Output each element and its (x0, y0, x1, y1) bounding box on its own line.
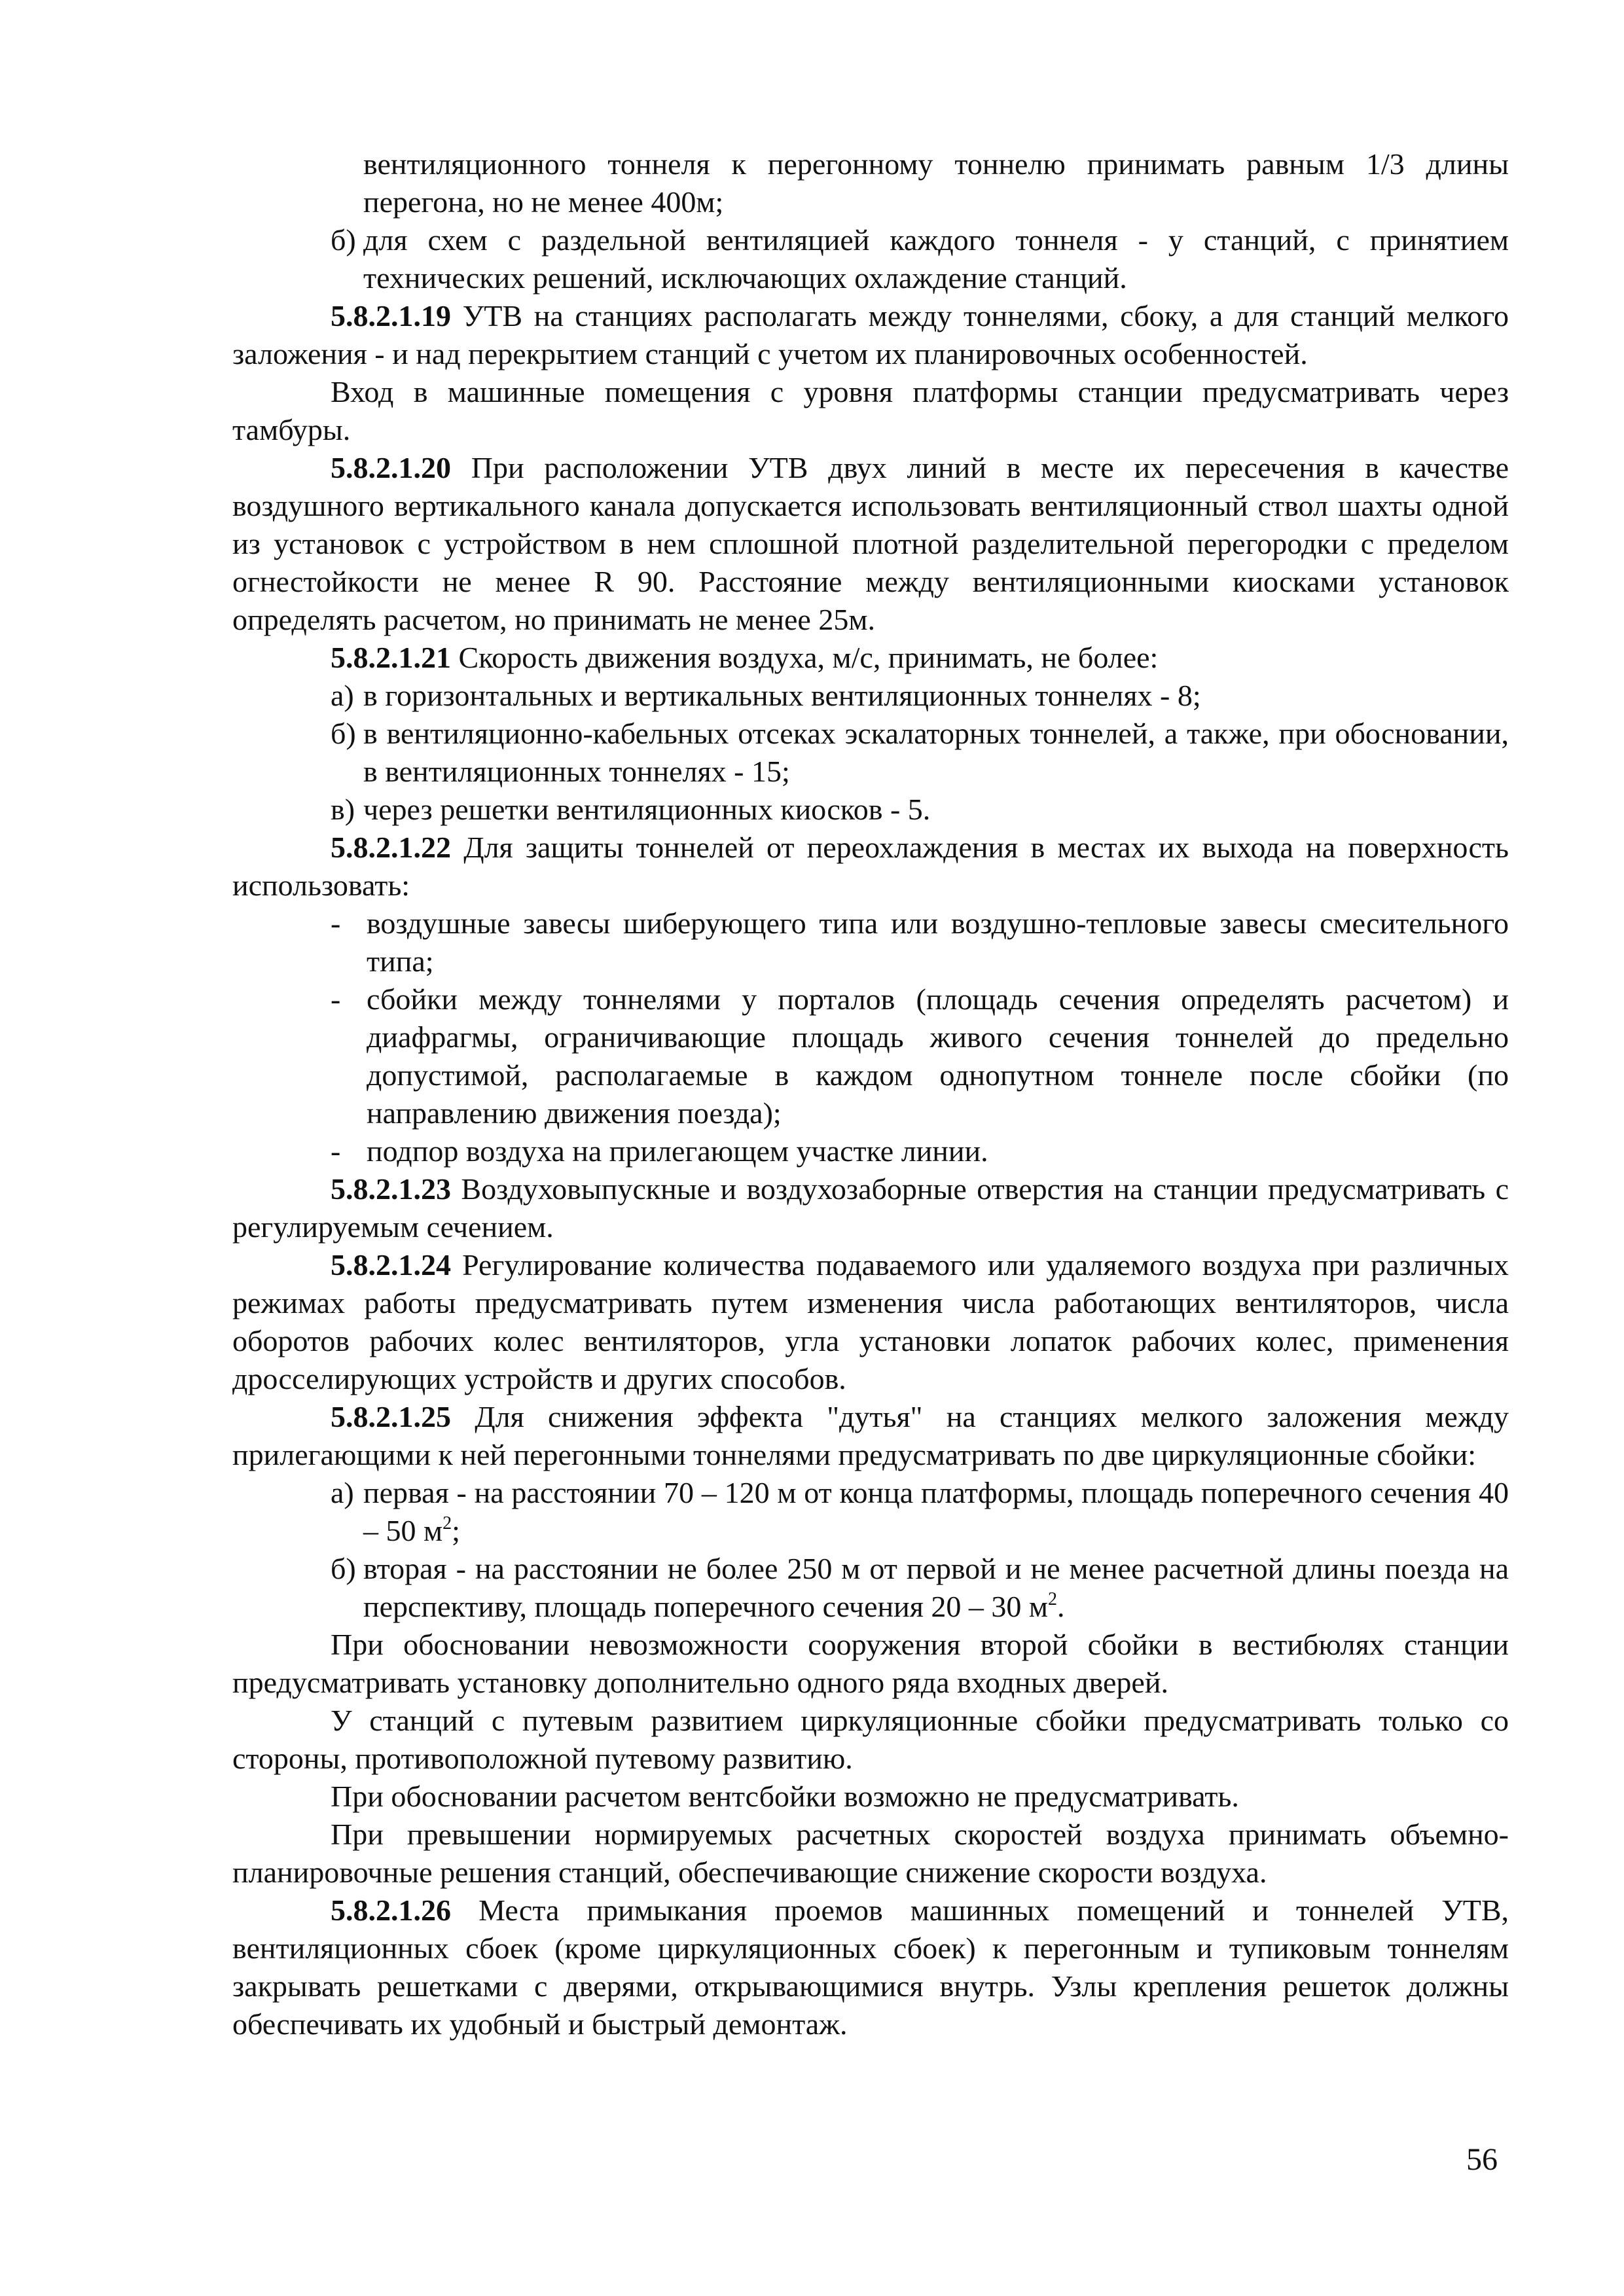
clause-5-8-2-1-21 (232, 639, 1509, 677)
list-item-text: в горизонтальных и вертикальных вентиляционных тоннелях - 8; (363, 679, 1201, 712)
clause-5-8-2-1-24 (232, 1246, 1509, 1398)
paragraph-text: У станций с путевым развитием циркуляционные сбойки предусматривать только со стороны, противоположной путевому развитию. (232, 1704, 1509, 1775)
list-marker: - (331, 982, 341, 1016)
list-marker: б) (331, 223, 356, 257)
clause-text: УТВ на станциях располагать между тоннелями, сбоку, а для станций мелкого заложения - и над перекрытием станций с учетом их планировочных особенностей. (232, 299, 1509, 370)
list-item (232, 1132, 1509, 1170)
clause-number: 5.8.2.1.23 (331, 1172, 451, 1206)
list-item (232, 905, 1509, 980)
paragraph (232, 1626, 1509, 1702)
list-item-end: ; (452, 1514, 460, 1547)
clause-number: 5.8.2.1.21 (331, 641, 451, 674)
clause-number: 5.8.2.1.19 (331, 299, 451, 332)
clause-text: Регулирование количества подаваемого или удаляемого воздуха при различных режимах работы предусматривать путем изменения числа работающих вентиляторов, числа оборотов рабочих колес вентиляторов, угла установки лопаток рабочих колес, применения дросселирующих устройств и других способов. (232, 1248, 1509, 1395)
clause-5-8-2-1-25 (232, 1398, 1509, 1474)
list-item-end: . (1056, 1590, 1065, 1623)
list-item (232, 791, 1509, 829)
clause-number: 5.8.2.1.26 (331, 1893, 451, 1927)
paragraph-text: При обосновании невозможности сооружения второй сбойки в вестибюлях станции предусматривать установку дополнительно одного ряда входных дверей. (232, 1628, 1509, 1699)
list-item-text: сбойки между тоннелями у порталов (площадь сечения определять расчетом) и диафрагмы, ограничивающие площадь живого сечения тоннелей до предельно допустимой, располагаемые в каждом однопутном тоннеле после сбойки (по направлению движения поезда); (367, 982, 1509, 1130)
list-marker: в) (331, 793, 355, 826)
list-marker: б) (331, 1552, 356, 1585)
list-marker: а) (331, 679, 354, 712)
clause-5-8-2-1-20 (232, 449, 1509, 639)
clause-text: Места примыкания проемов машинных помещений и тоннелей УТВ, вентиляционных сбоек (кроме циркуляционных сбоек) к перегонным и тупиковым тоннелям закрывать решетками с дверями, открывающимися внутрь. Узлы крепления решеток должны обеспечивать их удобный и быстрый демонтаж. (232, 1893, 1509, 2041)
paragraph-text: При обосновании расчетом вентсбойки возможно не предусматривать. (331, 1780, 1239, 1813)
clause-number: 5.8.2.1.25 (331, 1400, 451, 1433)
list-item-text: вторая - на расстоянии не более 250 м от первой и не менее расчетной длины поезда на перспективу, площадь поперечного сечения 20 – 30 м (363, 1552, 1509, 1623)
superscript: 2 (1047, 1589, 1057, 1609)
list-item-text: воздушные завесы шиберующего типа или воздушно-тепловые завесы смесительного типа; (367, 906, 1509, 978)
list-item (232, 1474, 1509, 1550)
clause-number: 5.8.2.1.22 (331, 831, 451, 864)
list-marker: а) (331, 1476, 354, 1509)
page-number: 56 (1466, 2142, 1498, 2177)
superscript: 2 (442, 1513, 452, 1534)
clause-5-8-2-1-22 (232, 829, 1509, 905)
clause-text: Для защиты тоннелей от переохлаждения в местах их выхода на поверхность использовать: (232, 831, 1509, 902)
clause-5-8-2-1-26 (232, 1892, 1509, 2043)
list-item-text: через решетки вентиляционных киосков - 5. (363, 793, 931, 826)
list-item-text: в вентиляционно-кабельных отсеках эскалаторных тоннелей, а также, при обосновании, в вентиляционных тоннелях - 15; (363, 717, 1509, 788)
paragraph-text: При превышении нормируемых расчетных скоростей воздуха принимать объемно-планировочные решения станций, обеспечивающие снижение скорости воздуха. (232, 1818, 1509, 1889)
list-marker: б) (331, 717, 356, 750)
list-item (232, 980, 1509, 1132)
list-marker: - (331, 906, 341, 940)
list-item-text: подпор воздуха на прилегающем участке линии. (367, 1134, 988, 1168)
document-page (232, 145, 1509, 2043)
clause-number: 5.8.2.1.24 (331, 1248, 451, 1282)
paragraph (232, 1778, 1509, 1816)
clause-number: 5.8.2.1.20 (331, 451, 451, 484)
list-item (232, 715, 1509, 791)
list-item-text: вентиляционного тоннеля к перегонному тоннелю принимать равным 1/3 длины перегона, но не менее 400м; (363, 147, 1509, 219)
clause-5-8-2-1-19 (232, 297, 1509, 373)
clause-text: Для снижения эффекта "дутья" на станциях мелкого заложения между прилегающими к ней перегонными тоннелями предусматривать по две циркуляционные сбойки: (232, 1400, 1509, 1471)
paragraph (232, 1702, 1509, 1778)
paragraph-text: Вход в машинные помещения с уровня платформы станции предусматривать через тамбуры. (232, 375, 1509, 446)
paragraph (232, 1816, 1509, 1892)
clause-text: При расположении УТВ двух линий в месте их пересечения в качестве воздушного вертикального канала допускается использовать вентиляционный ствол шахты одной из установок с устройством в нем сплошной плотной разделительной перегородки с пределом огнестойкости не менее R 90. Расстояние между вентиляционными киосками установок определять расчетом, но принимать не менее 25м. (232, 451, 1509, 636)
clause-5-8-2-1-23 (232, 1170, 1509, 1246)
list-marker: - (331, 1134, 341, 1168)
list-item-text: для схем с раздельной вентиляцией каждого тоннеля - у станций, с принятием технических решений, исключающих охлаждение станций. (363, 223, 1509, 295)
list-item-continuation (232, 145, 1509, 221)
list-item-b-separate-ventilation (232, 221, 1509, 297)
clause-text: Воздуховыпускные и воздухозаборные отверстия на станции предусматривать с регулируемым сечением. (232, 1172, 1509, 1244)
paragraph-machine-room-entrance (232, 373, 1509, 449)
list-item (232, 677, 1509, 715)
list-item-text: первая - на расстоянии 70 – 120 м от конца платформы, площадь поперечного сечения 40 – 50 м (363, 1476, 1509, 1547)
list-item (232, 1550, 1509, 1626)
clause-text: Скорость движения воздуха, м/с, принимать, не более: (458, 641, 1159, 674)
